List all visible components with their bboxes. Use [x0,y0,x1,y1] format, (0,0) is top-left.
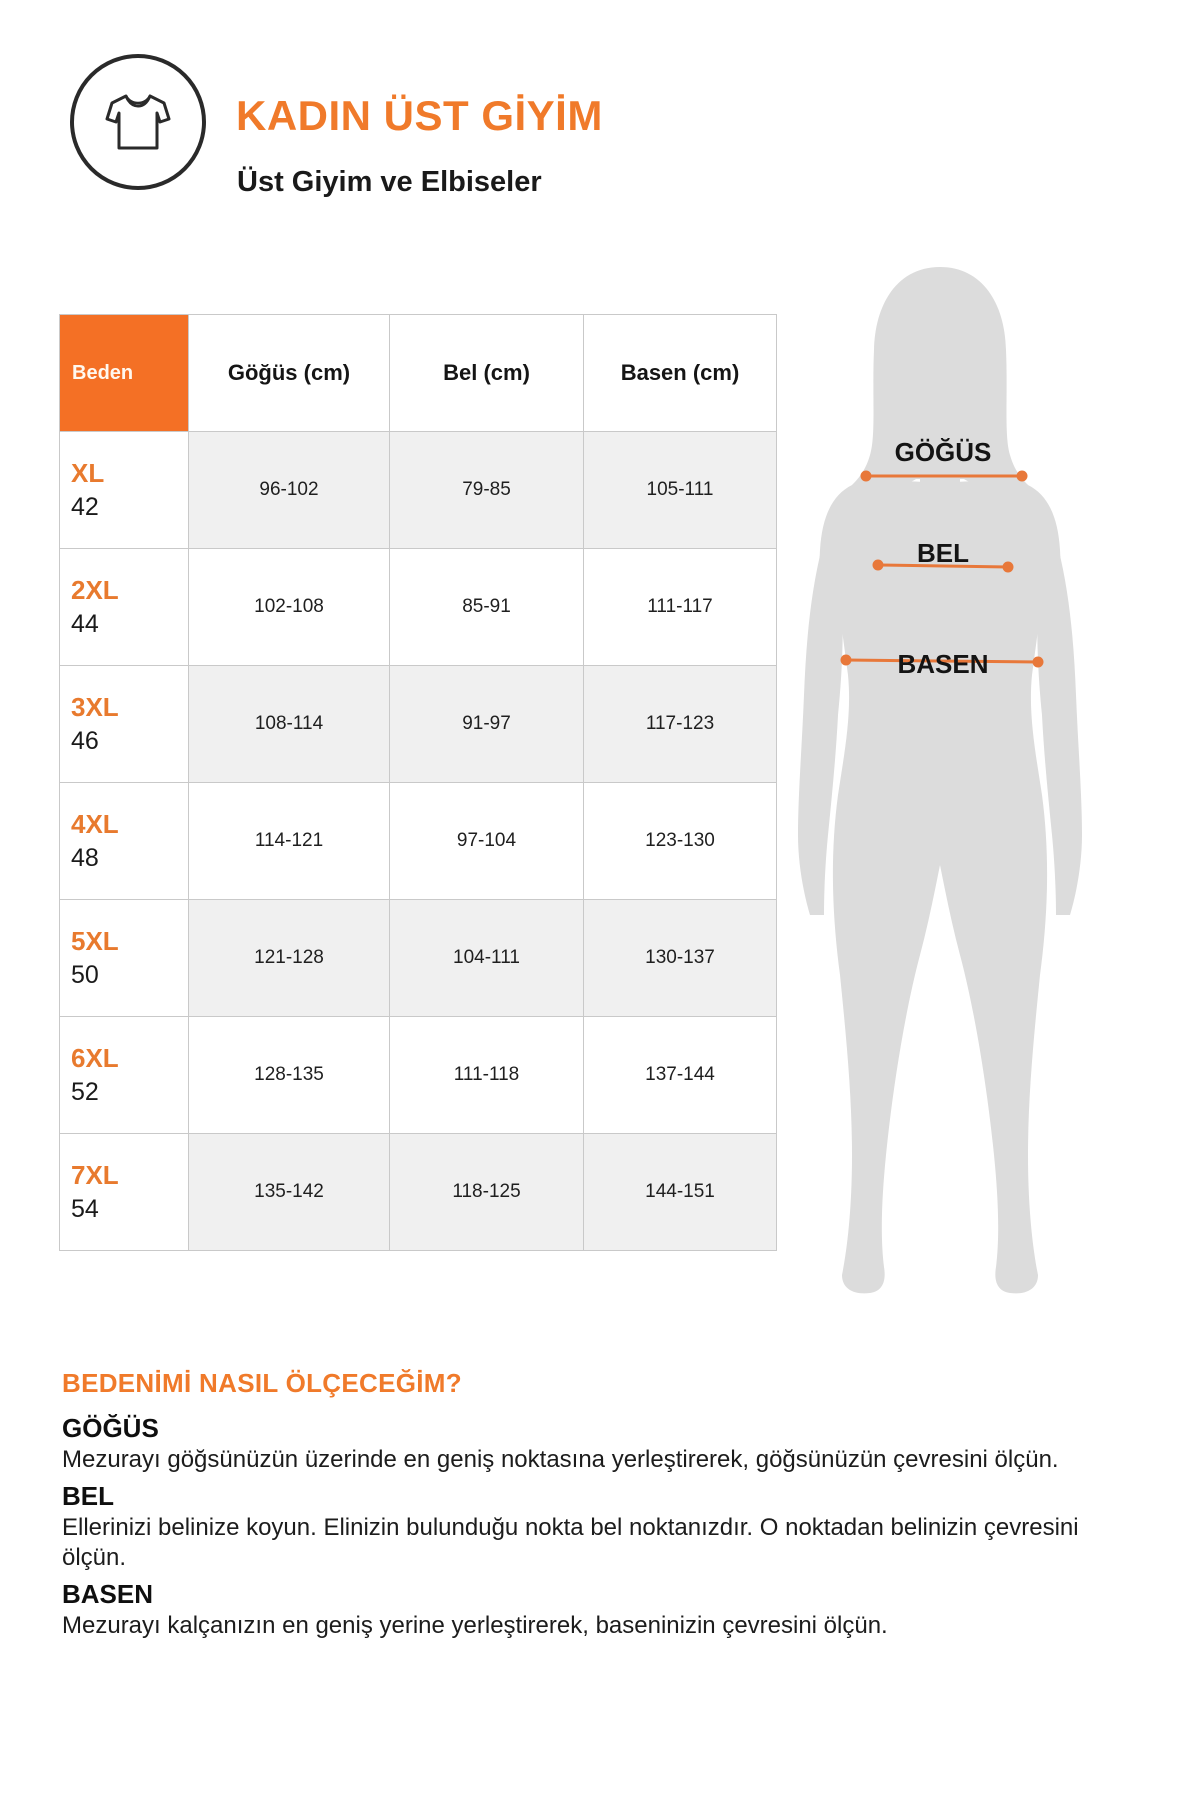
size-code: 6XL [71,1043,119,1073]
waist-value: 118-125 [390,1134,584,1251]
size-number: 42 [71,493,99,521]
size-number: 50 [71,961,99,989]
waist-value: 91-97 [390,666,584,783]
size-code: XL [71,458,105,488]
chest-heading: GÖĞÜS [62,1413,159,1443]
size-cell [60,549,189,666]
waist-label: BEL [917,538,969,568]
hip-value: 117-123 [584,666,777,783]
guide-title: BEDENİMİ NASIL ÖLÇECEĞİM? [62,1368,462,1398]
chest-value: 128-135 [189,1017,390,1134]
page-title: KADIN ÜST GİYİM [236,92,603,139]
waist-value: 79-85 [390,432,584,549]
tshirt-badge [70,54,206,190]
size-number: 46 [71,727,99,755]
chest-instructions: Mezurayı göğsünüzün üzerinde en geniş noktasına yerleştirerek, göğsünüzün çevresini ölçün. [62,1446,1059,1473]
chest-value: 96-102 [189,432,390,549]
table-row [60,1017,777,1134]
chest-value: 114-121 [189,783,390,900]
hip-value: 144-151 [584,1134,777,1251]
chest-value: 102-108 [189,549,390,666]
hip-heading: BASEN [62,1579,154,1609]
waist-value: 85-91 [390,549,584,666]
chest-label: GÖĞÜS [894,437,992,467]
size-cell [60,1134,189,1251]
size-code: 7XL [71,1160,119,1190]
hip-value: 111-117 [584,549,777,666]
hip-value: 123-130 [584,783,777,900]
size-cell [60,666,189,783]
tshirt-icon [104,91,172,153]
size-table [59,314,777,1251]
table-row [60,432,777,549]
header-basen: Basen (cm) [584,315,777,432]
size-cell [60,900,189,1017]
table-row [60,1134,777,1251]
hip-label: BASEN [897,649,989,679]
chest-value: 135-142 [189,1134,390,1251]
waist-value: 97-104 [390,783,584,900]
table-row [60,783,777,900]
chest-value: 121-128 [189,900,390,1017]
measure-guide [62,1368,1122,1645]
waist-instructions: Ellerinizi belinize koyun. Elinizin bulunduğu nokta bel noktanızdır. O noktadan belinizin çevresini ölçün. [62,1514,1079,1571]
size-cell [60,783,189,900]
size-number: 44 [71,610,99,638]
body-figure [780,255,1100,1315]
hip-instructions: Mezurayı kalçanızın en geniş yerine yerleştirerek, baseninizin çevresini ölçün. [62,1612,888,1639]
page-header [0,0,1200,230]
table-row [60,549,777,666]
page-subtitle: Üst Giyim ve Elbiseler [237,166,542,198]
header-beden: Beden [60,315,189,432]
size-number: 48 [71,844,99,872]
size-number: 52 [71,1078,99,1106]
waist-heading: BEL [62,1481,114,1511]
size-cell [60,1017,189,1134]
table-row [60,900,777,1017]
waist-value: 104-111 [390,900,584,1017]
chest-value: 108-114 [189,666,390,783]
size-number: 54 [71,1195,99,1223]
table-header-row [60,315,777,432]
header-gogus: Göğüs (cm) [189,315,390,432]
size-code: 4XL [71,809,119,839]
header-bel: Bel (cm) [390,315,584,432]
table-row [60,666,777,783]
waist-value: 111-118 [390,1017,584,1134]
hip-value: 137-144 [584,1017,777,1134]
size-cell [60,432,189,549]
size-code: 3XL [71,692,119,722]
hip-value: 105-111 [584,432,777,549]
size-code: 5XL [71,926,119,956]
size-code: 2XL [71,575,119,605]
hip-value: 130-137 [584,900,777,1017]
woman-silhouette [780,255,1100,1315]
